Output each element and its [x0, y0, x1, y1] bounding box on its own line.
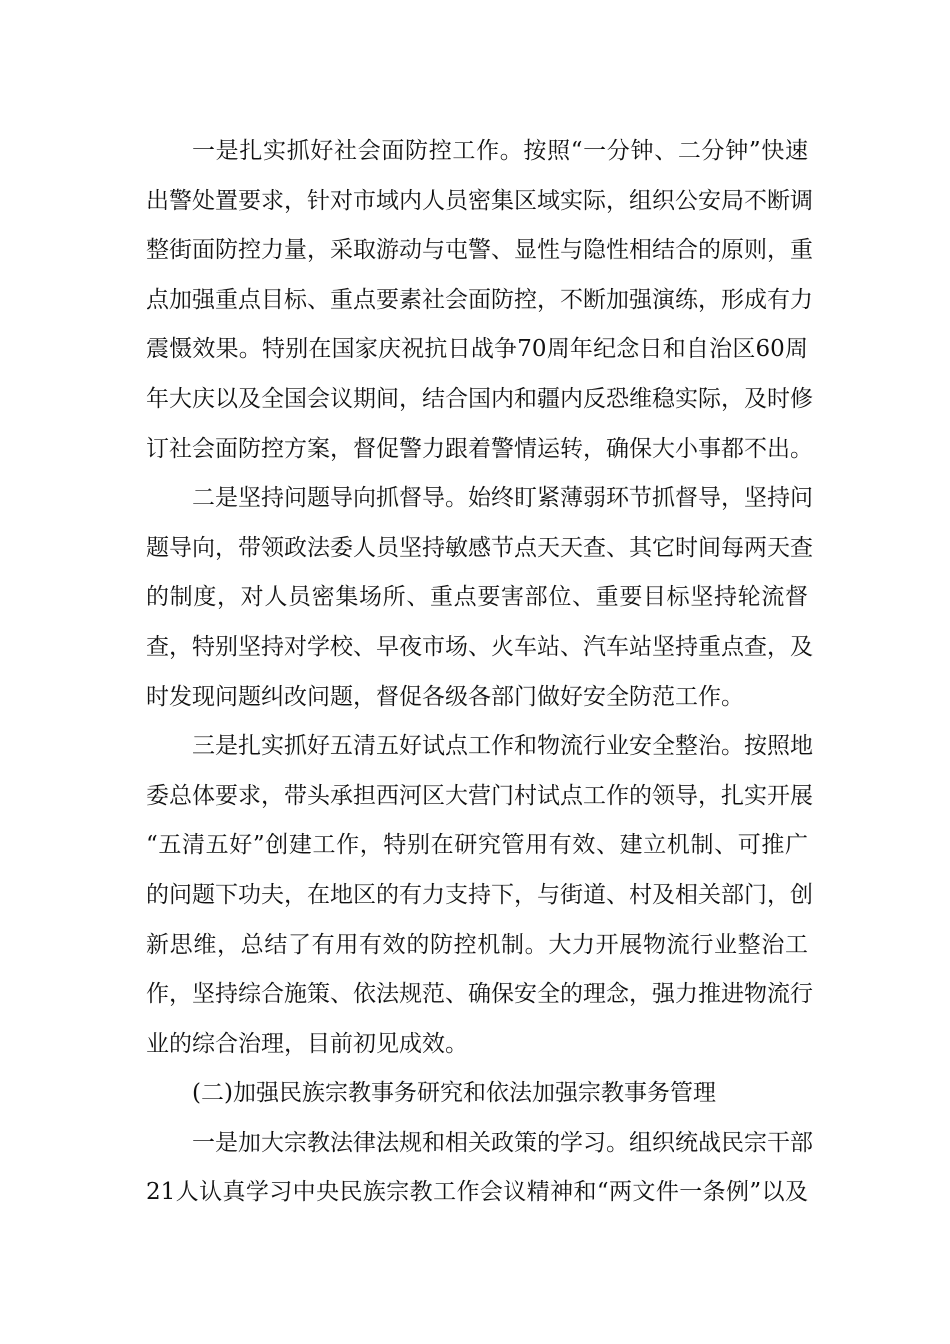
section-heading: (二)加强民族宗教事务研究和依法加强宗教事务管理 — [192, 1080, 716, 1107]
paragraph-five-clear-five-good — [146, 722, 813, 1069]
paragraph-religion-study — [146, 1119, 813, 1218]
text-line: 二是坚持问题导向抓督导。始终盯紧薄弱环节抓督导，坚持问 — [192, 485, 813, 512]
section-heading-religion — [146, 1069, 808, 1119]
text-line: 时发现问题纠改问题，督促各级各部门做好安全防范工作。 — [146, 683, 744, 710]
paragraph-social-prevention — [146, 127, 813, 474]
text-line: 一是扎实抓好社会面防控工作。按照“一分钟、二分钟”快速 — [192, 138, 808, 164]
text-line: 震慑效果。特别在国家庆祝抗日战争70周年纪念日和自治区60周 — [146, 336, 808, 363]
text-line: 出警处置要求，针对市域内人员密集区域实际，组织公安局不断调 — [146, 187, 813, 214]
text-line: 21人认真学习中央民族宗教工作会议精神和“两文件一条例”以及 — [146, 1179, 808, 1206]
text-line: 年大庆以及全国会议期间，结合国内和疆内反恐维稳实际，及时修 — [146, 385, 813, 412]
text-line: 点加强重点目标、重点要素社会面防控，不断加强演练，形成有力 — [146, 286, 813, 313]
paragraph-problem-oriented — [146, 474, 813, 722]
text-line: 作，坚持综合施策、依法规范、确保安全的理念，强力推进物流行 — [146, 981, 813, 1008]
text-line: 三是扎实抓好五清五好试点工作和物流行业安全整治。按照地 — [192, 733, 813, 760]
text-line: 一是加大宗教法律法规和相关政策的学习。组织统战民宗干部 — [192, 1129, 813, 1156]
text-line: 的问题下功夫，在地区的有力支持下，与街道、村及相关部门，创 — [146, 881, 813, 908]
text-line: 查，特别坚持对学校、早夜市场、火车站、汽车站坚持重点查，及 — [146, 633, 813, 660]
document-body — [146, 127, 813, 1218]
text-line: 新思维，总结了有用有效的防控机制。大力开展物流行业整治工 — [146, 931, 808, 958]
text-line: 委总体要求，带头承担西河区大营门村试点工作的领导，扎实开展 — [146, 782, 813, 809]
text-line: 的制度，对人员密集场所、重点要害部位、重要目标坚持轮流督 — [146, 584, 808, 611]
text-line: 题导向，带领政法委人员坚持敏感节点天天查、其它时间每两天查 — [146, 534, 813, 561]
text-line: 业的综合治理，目前初见成效。 — [146, 1030, 468, 1057]
text-line: “五清五好”创建工作，特别在研究管用有效、建立机制、可推广 — [146, 832, 808, 859]
text-line: 整街面防控力量，采取游动与屯警、显性与隐性相结合的原则，重 — [146, 237, 813, 264]
text-line: 订社会面防控方案，督促警力跟着警情运转，确保大小事都不出。 — [146, 435, 813, 462]
